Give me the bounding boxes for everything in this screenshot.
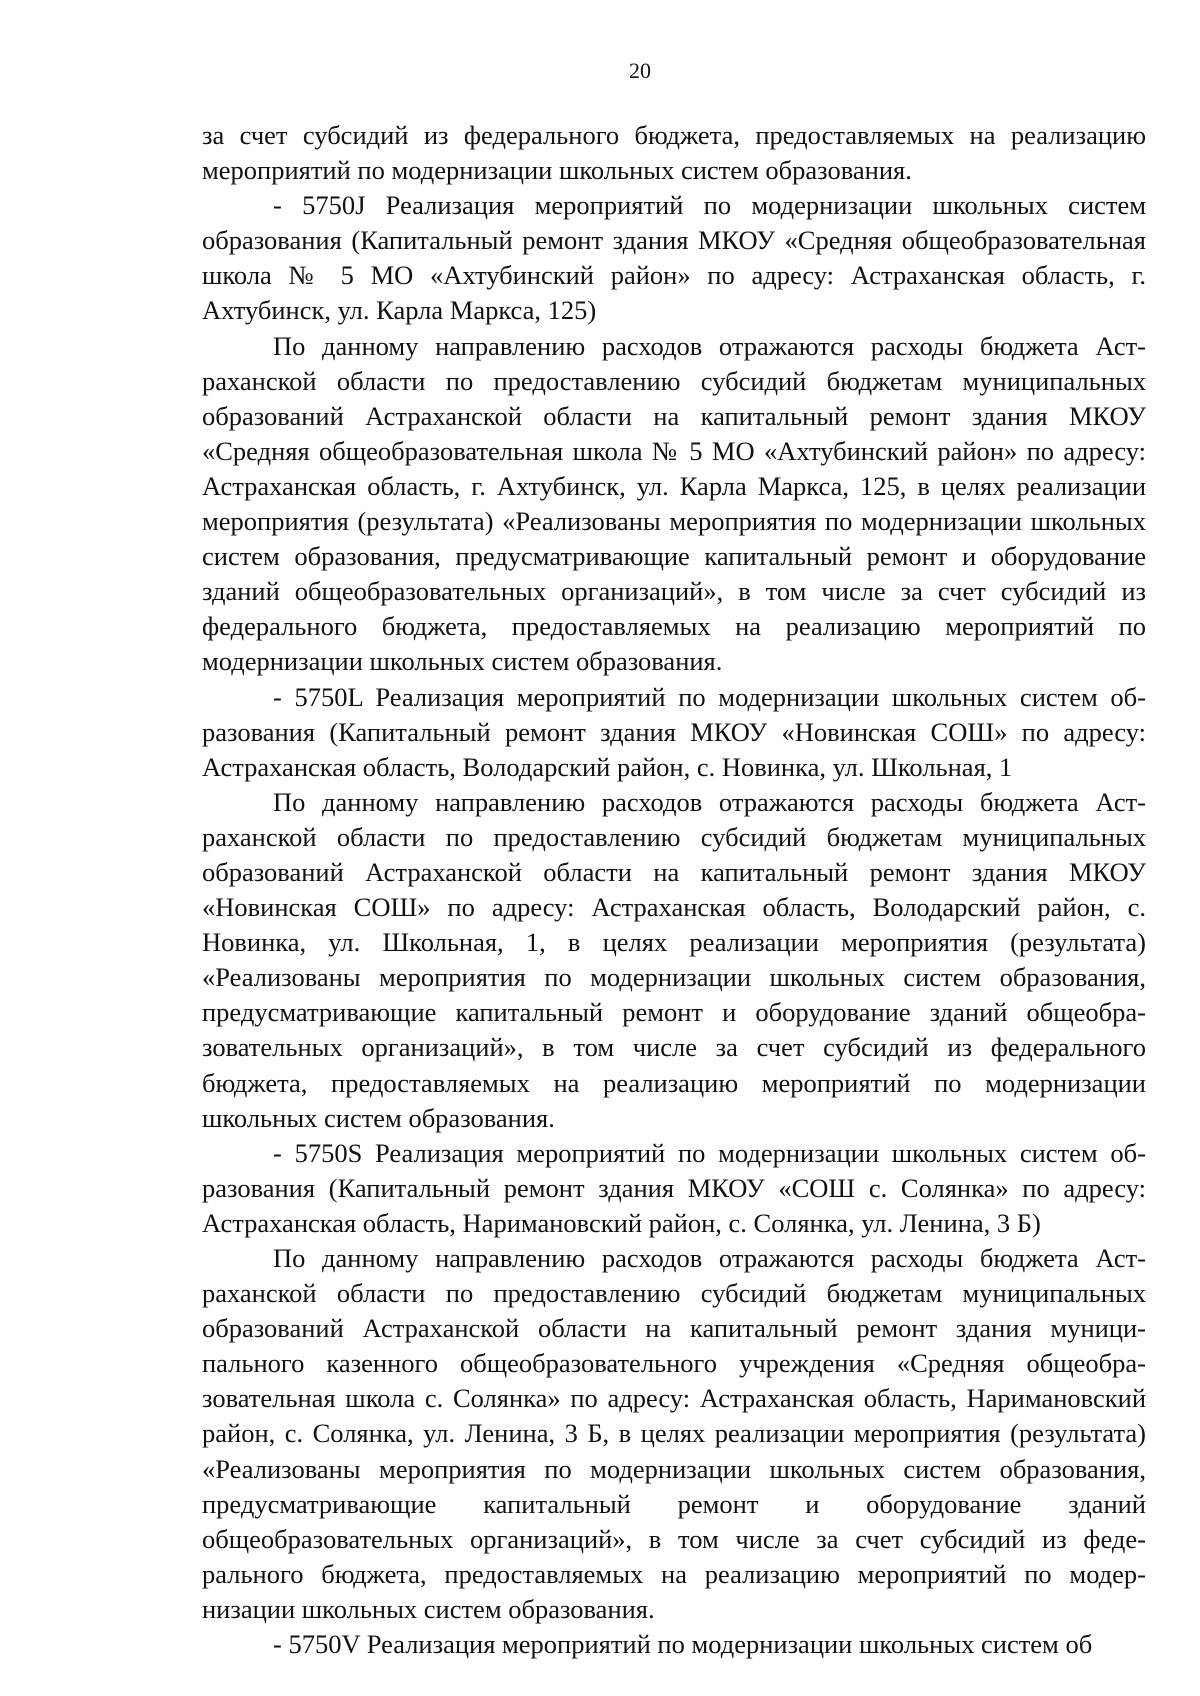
document-body — [202, 118, 1146, 1662]
paragraph-5750J-body: По данному направлению расходов отражаются расходы бюджета Астраханской области по предоставлению субсидий бюджетам муниципальных образований Астраханской области на капитальный ремонт здания МКОУ «Средняя общеобразовательная школа № 5 МО «Ахтубинский район» по адресу: Астраханская область, г. Ахтубинск, ул. Карла Маркса, 125, в целях реализации мероприятия (результата) «Реализованы мероприятия по модернизации школьных систем образования, предусматривающие капитальный ремонт и оборудование зданий общеобразовательных организаций», в том числе за счет субсидий из федерального бюджета, предоставляемых на реализацию мероприятий по модернизации школьных систем образования. — [202, 330, 1146, 677]
section-heading-5750L: - 5750L Реализация мероприятий по модернизации школьных систем образования (Капитальный ремонт здания МКОУ «Новинская СОШ» по адресу: Астраханская область, Володарский район, с. Новинка, ул. Школьная, 1 — [202, 681, 1146, 782]
paragraph-continuation: за счет субсидий из федерального бюджета, предоставляемых на реализацию мероприятий по модернизации школьных систем образования. — [202, 120, 1146, 186]
paragraph-5750S-body: По данному направлению расходов отражаются расходы бюджета Астраханской области по предоставлению субсидий бюджетам муниципальных образований Астраханской области на капитальный ремонт здания муниципального казенного общеобразовательного учреждения «Средняя общеобразовательная школа с. Солянка» по адресу: Астраханская область, Наримановский район, с. Солянка, ул. Ленина, 3 Б, в целях реализации мероприятия (результата) «Реализованы мероприятия по модернизации школьных систем образования, предусматривающие капитальный ремонт и оборудование зданий общеобразовательных организаций», в том числе за счет субсидий из федерального бюджета, предоставляемых на реализацию мероприятий по модернизации школьных систем образования. — [202, 1243, 1146, 1624]
section-heading-5750J: - 5750J Реализация мероприятий по модернизации школьных систем образования (Капитальный ремонт здания МКОУ «Средняя общеобразовательная школа № 5 МО «Ахтубинский район» по адресу: Астраханская область, г. Ахтубинск, ул. Карла Маркса, 125) — [202, 190, 1146, 326]
section-heading-5750S: - 5750S Реализация мероприятий по модернизации школьных систем образования (Капитальный ремонт здания МКОУ «СОШ с. Солянка» по адресу: Астраханская область, Наримановский район, с. Солянка, ул. Ленина, 3 Б) — [202, 1137, 1146, 1238]
paragraph-5750L-body: По данному направлению расходов отражаются расходы бюджета Астраханской области по предоставлению субсидий бюджетам муниципальных образований Астраханской области на капитальный ремонт здания МКОУ «Новинская СОШ» по адресу: Астраханская область, Володарский район, с. Новинка, ул. Школьная, 1, в целях реализации мероприятия (результата) «Реализованы мероприятия по модернизации школьных систем образования, предусматривающие капитальный ремонт и оборудование зданий общеобразовательных организаций», в том числе за счет субсидий из федерального бюджета, предоставляемых на реализацию мероприятий по модернизации школьных систем образования. — [202, 786, 1146, 1133]
page-number: 20 — [629, 58, 651, 83]
section-heading-5750V: - 5750V Реализация мероприятий по модернизации школьных систем об — [273, 1629, 1093, 1660]
